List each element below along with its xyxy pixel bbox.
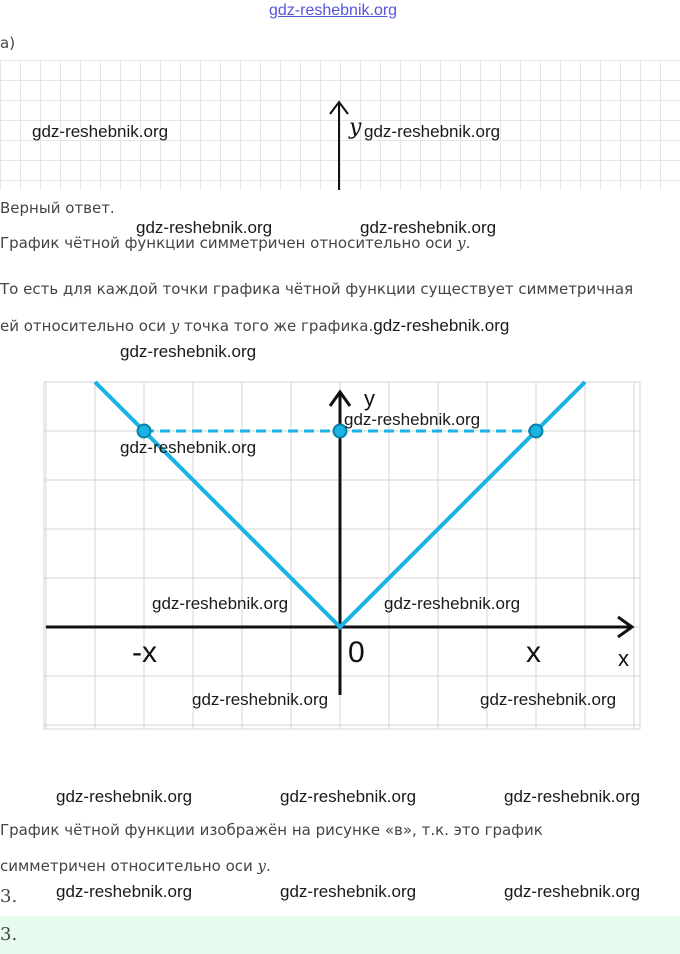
watermark: gdz-reshebnik.org <box>504 882 641 901</box>
watermark: gdz-reshebnik.org <box>32 122 169 141</box>
chart-y-label: y <box>364 386 375 411</box>
tick-label-origin: 0 <box>348 636 365 669</box>
tick-label-neg-x: -x <box>132 636 157 669</box>
watermark: gdz-reshebnik.org <box>373 316 510 335</box>
watermark: gdz-reshebnik.org <box>120 438 257 457</box>
top-axis-label: y <box>349 115 362 140</box>
data-point <box>530 425 543 438</box>
paragraph-2: То есть для каждой точки графика чётной функции существует симметричная <box>0 280 634 298</box>
watermark: gdz-reshebnik.org <box>344 410 481 429</box>
watermark: gdz-reshebnik.org <box>152 594 289 613</box>
watermark: gdz-reshebnik.org <box>136 218 273 237</box>
data-point <box>138 425 151 438</box>
watermark: gdz-reshebnik.org <box>480 690 617 709</box>
tick-label-pos-x: x <box>526 636 541 669</box>
number-label: 3. <box>0 886 18 907</box>
watermark: gdz-reshebnik.org <box>56 882 193 901</box>
chart-x-label: x <box>618 646 629 671</box>
paragraph-1: График чётной функции симметричен относительно оси y. <box>0 234 471 252</box>
site-link[interactable]: gdz-reshebnik.org <box>269 2 398 19</box>
conclusion-line-1: График чётной функции изображён на рисунке «в», т.к. это график <box>0 821 543 839</box>
even-function-chart <box>0 370 680 740</box>
watermark: gdz-reshebnik.org <box>364 122 501 141</box>
watermark: gdz-reshebnik.org <box>120 342 257 361</box>
watermark: gdz-reshebnik.org <box>192 690 329 709</box>
watermark: gdz-reshebnik.org <box>504 787 641 806</box>
answer-band <box>0 916 680 954</box>
watermark: gdz-reshebnik.org <box>280 787 417 806</box>
part-label: а) <box>0 34 16 52</box>
watermark: gdz-reshebnik.org <box>360 218 497 237</box>
answer-heading: Верный ответ. <box>0 199 115 217</box>
watermark: gdz-reshebnik.org <box>56 787 193 806</box>
conclusion-line-2: симметричен относительно оси y. <box>0 857 271 875</box>
number-label: 3. <box>0 924 18 945</box>
watermark: gdz-reshebnik.org <box>384 594 521 613</box>
watermark: gdz-reshebnik.org <box>280 882 417 901</box>
paragraph-3: ей относительно оси y точка того же графика.gdz-reshebnik.org <box>0 316 510 335</box>
